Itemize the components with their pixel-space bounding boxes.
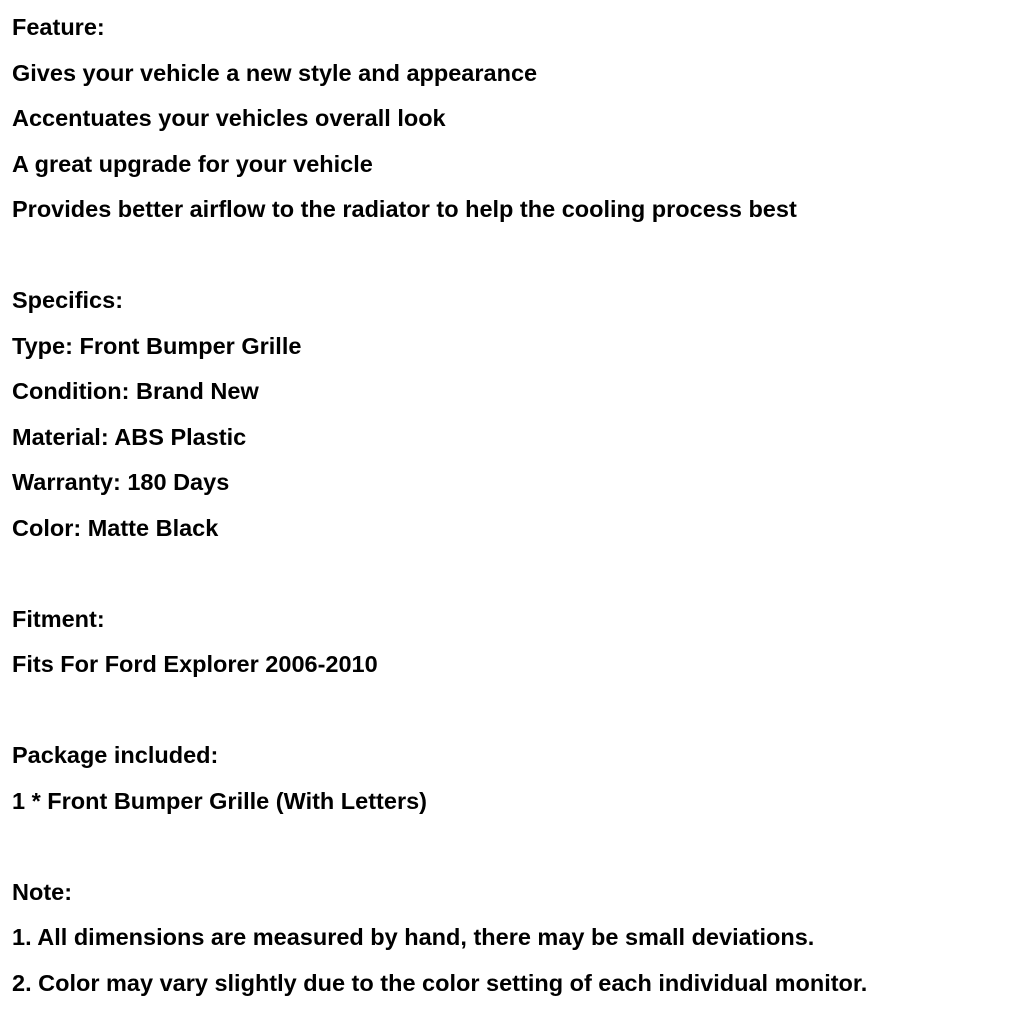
section-heading: Package included: — [12, 742, 219, 768]
text-line: 2. Color may vary slightly due to the color setting of each individual monitor. — [12, 969, 868, 996]
text-line: Material: ABS Plastic — [12, 423, 247, 450]
text-line: Accentuates your vehicles overall look — [12, 105, 446, 131]
text-line: Gives your vehicle a new style and appearance — [12, 59, 538, 86]
section-fitment — [12, 597, 1014, 688]
section-heading: Specifics: — [12, 287, 124, 313]
text-line: Warranty: 180 Days — [12, 469, 230, 495]
section-package-included — [12, 733, 1014, 824]
section-specifics — [12, 278, 1014, 551]
section-heading: Feature: — [12, 14, 105, 40]
text-line: Provides better airflow to the radiator to help the cooling process best — [12, 196, 797, 222]
section-heading: Note: — [12, 878, 73, 905]
text-line: A great upgrade for your vehicle — [12, 150, 373, 177]
section-feature — [12, 5, 1014, 233]
text-line: Type: Front Bumper Grille — [12, 332, 302, 359]
section-heading: Fitment: — [12, 605, 105, 632]
text-line: Fits For Ford Explorer 2006-2010 — [12, 651, 378, 677]
text-line: Condition: Brand New — [12, 378, 259, 404]
text-line: Color: Matte Black — [12, 514, 219, 541]
text-line: 1. All dimensions are measured by hand, there may be small deviations. — [12, 924, 815, 950]
section-note — [12, 870, 1014, 1007]
text-line: 1 * Front Bumper Grille (With Letters) — [12, 787, 427, 814]
